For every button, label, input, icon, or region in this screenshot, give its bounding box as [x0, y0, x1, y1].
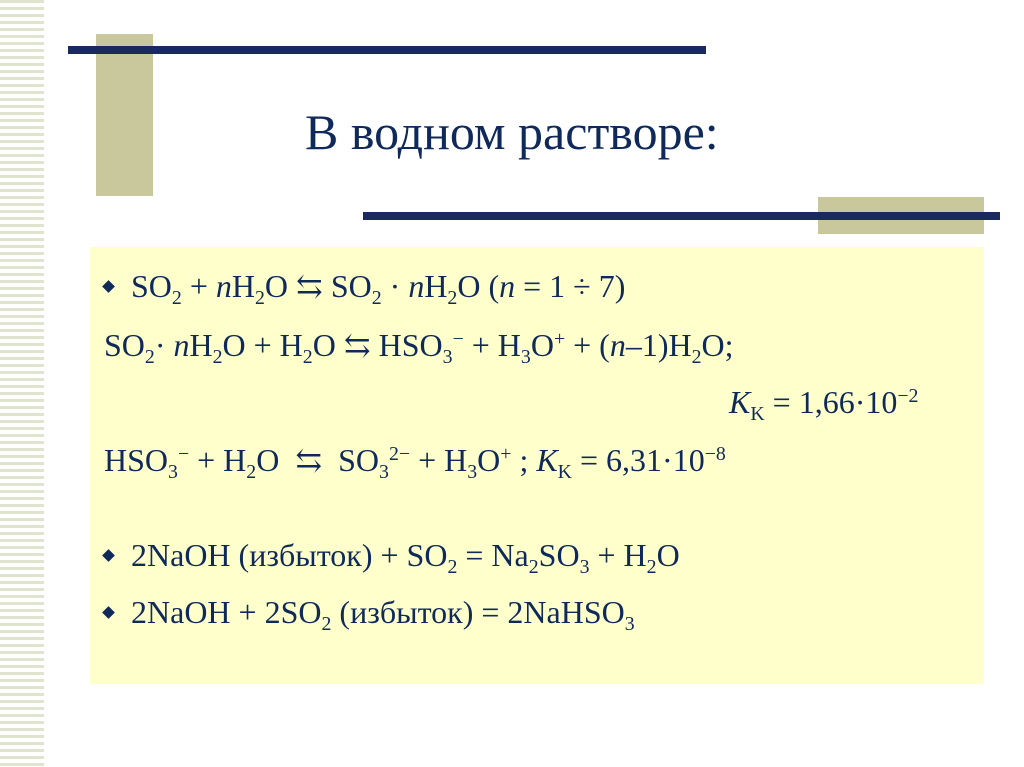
slide-title: В водном растворе:	[305, 104, 719, 160]
bullet-icon	[102, 606, 115, 619]
bottom-rule	[363, 212, 1000, 220]
left-stripe-decoration	[0, 0, 44, 767]
equation-line-6: 2NaOH + $2SO_2$ (избыток) = 2NaHSO$_3$	[104, 592, 635, 632]
title-accent-block	[96, 34, 153, 196]
top-rule	[68, 46, 706, 54]
equation-line-1: $SO_2 + nH_2O$ ⇆ $SO_2 \cdot nH_2O$ (n = 1 ÷ 7)	[104, 266, 625, 306]
equilibrium-constant-1: $K_K = 1,66\cdot 10^{-2}$	[729, 384, 919, 425]
equation-line-5: 2NaOH (избыток) + $SO_2 = Na_2SO_3 + H_2O$	[104, 535, 680, 575]
bullet-icon	[102, 549, 115, 562]
equation-line-4: $HSO_3^- + H_2O$ ⇆ $SO_3^{2-} + H_3O^+$ ; $K_K = 6,31\cdot 10^{-8}$	[104, 442, 726, 483]
bullet-icon	[102, 280, 115, 293]
equation-line-2: $SO_2\cdot nH_2O + H_2O$ ⇆ $HSO_3^- + H_3O^+ + (n-1)H_2O$;	[104, 327, 734, 368]
